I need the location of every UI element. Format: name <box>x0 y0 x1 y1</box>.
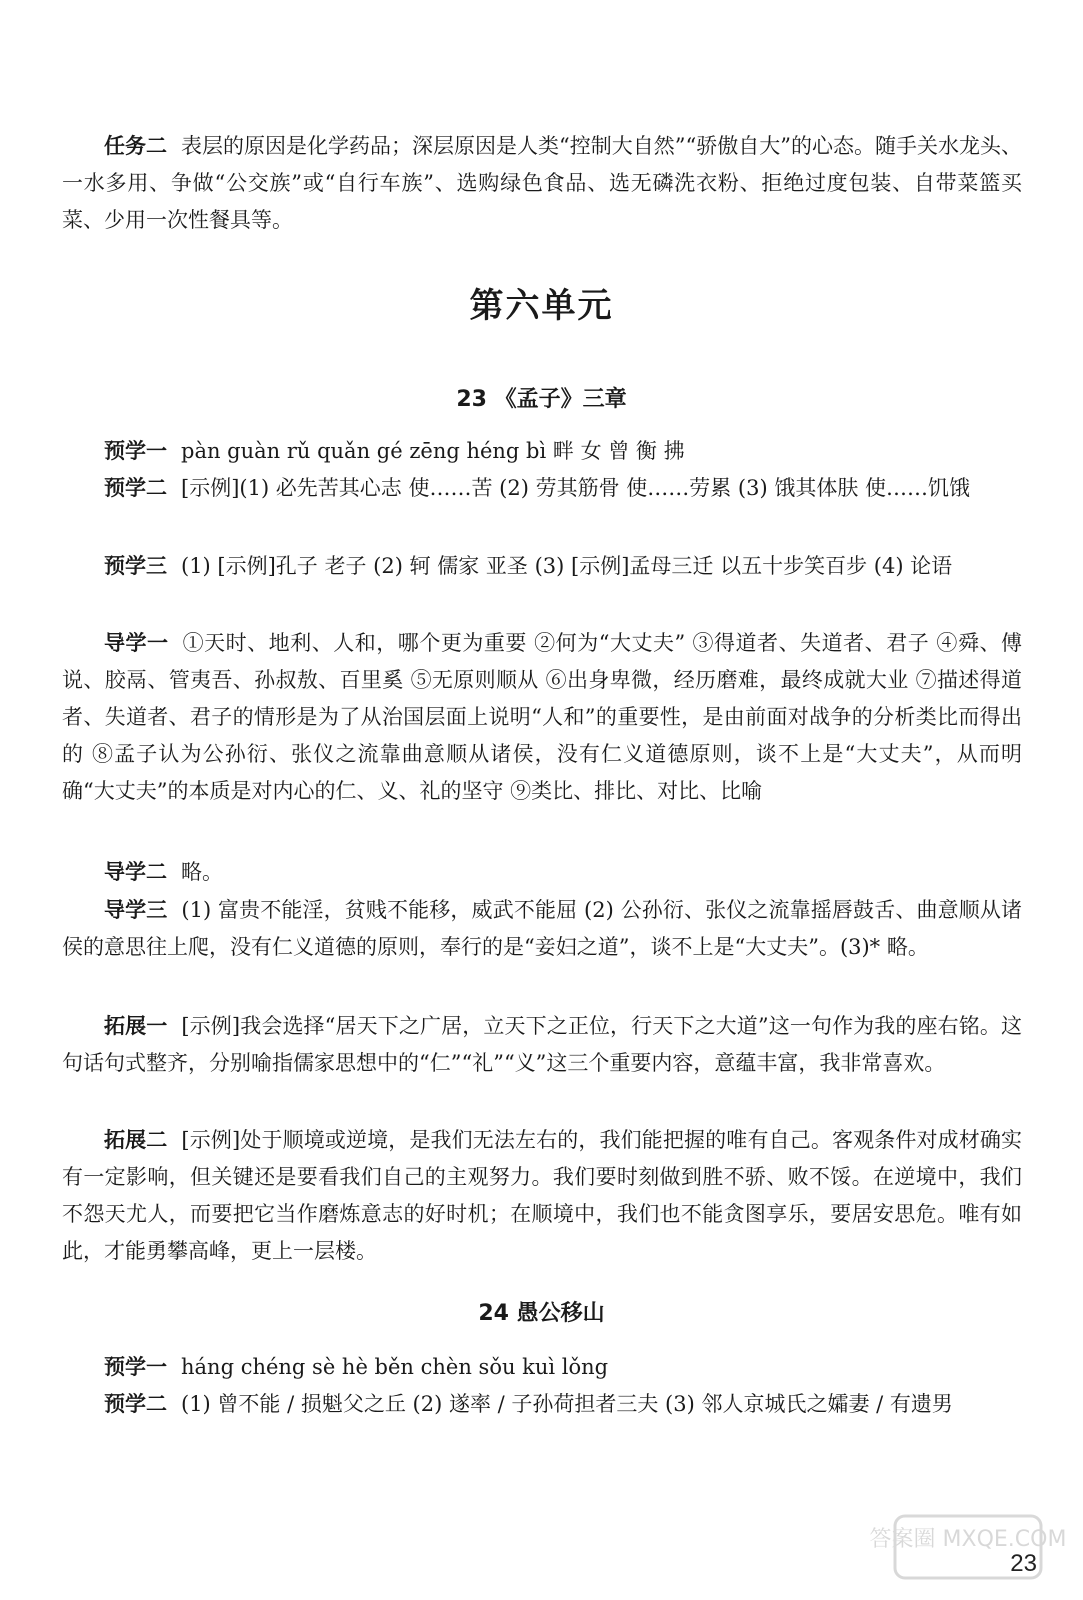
l23-yuxue1-text: pàn guàn rǔ quǎn gé zēng héng bì 畔 女 曾 衡 拂 <box>181 439 685 463</box>
l23-yuxue3 <box>62 548 1022 585</box>
l23-yuxue1-label: 预学一 <box>104 439 167 463</box>
l24-yuxue2 <box>62 1386 1022 1423</box>
task2-text: 表层的原因是化学药品；深层原因是人类“控制大自然”“骄傲自大”的心态。随手关水龙头、一水多用、争做“公交族”或“自行车族”、选购绿色食品、选无磷洗衣粉、拒绝过度包装、自带菜篮买菜、少用一次性餐具等。 <box>62 134 1022 232</box>
l23-yuxue1 <box>62 433 1022 470</box>
l23-tuozhan1-label: 拓展一 <box>104 1014 168 1038</box>
watermark-text: 答案圈 MXQE.COM <box>869 1527 1067 1552</box>
l23-tuozhan2-text: [示例]处于顺境或逆境，是我们无法左右的，我们能把握的唯有自己。客观条件对成材确实有一定影响，但关键还是要看我们自己的主观努力。我们要时刻做到胜不骄、败不馁。在逆境中，我们不怨天尤人，而要把它当作磨炼意志的好时机；在顺境中，我们也不能贪图享乐，要居安思危。唯有如此，才能勇攀高峰，更上一层楼。 <box>62 1128 1023 1263</box>
l23-daoxue3 <box>62 892 1022 966</box>
l23-tuozhan2-label: 拓展二 <box>104 1128 168 1152</box>
l23-daoxue1 <box>62 625 1022 810</box>
l23-daoxue2-label: 导学二 <box>104 860 167 884</box>
l24-yuxue2-label: 预学二 <box>104 1392 167 1416</box>
l23-daoxue1-label: 导学一 <box>104 631 169 655</box>
l24-yuxue1-label: 预学一 <box>104 1355 167 1379</box>
l23-yuxue2 <box>62 470 1022 507</box>
l23-tuozhan1-text: [示例]我会选择“居天下之广居，立天下之正位，行天下之大道”这一句作为我的座右铭。这句话句式整齐，分别喻指儒家思想中的“仁”“礼”“义”这三个重要内容，意蕴丰富，我非常喜欢。 <box>62 1014 1023 1075</box>
l23-yuxue2-label: 预学二 <box>104 476 167 500</box>
l23-daoxue2 <box>62 854 1022 891</box>
l23-daoxue1-text: ①天时、地利、人和，哪个更为重要 ②何为“大丈夫” ③得道者、失道者、君子 ④舜、傅说、胶鬲、管夷吾、孙叔敖、百里奚 ⑤无原则顺从 ⑥出身卑微，经历磨难，最终成就大业 ⑦描述得道者、失道者、君子的情形是为了从治国层面上说明“人和”的重要性，是由前面对战争的分析类比而得出的 ⑧孟子认为公孙衍、张仪之流靠曲意顺从诸侯，没有仁义道德原则，谈不上是“大丈夫”，从而明确“大丈夫”的本质是对内心的仁、义、礼的坚守 ⑨类比、排比、对比、比喻 <box>62 631 1023 803</box>
l23-yuxue3-label: 预学三 <box>104 554 167 578</box>
l23-yuxue2-text: [示例](1) 必先苦其心志 使……苦 (2) 劳其筋骨 使……劳累 (3) 饿其体肤 使……饥饿 <box>181 476 971 500</box>
l23-daoxue3-text: (1) 富贵不能淫，贫贱不能移，威武不能屈 (2) 公孙衍、张仪之流靠摇唇鼓舌、曲意顺从诸侯的意思往上爬，没有仁义道德的原则，奉行的是“妾妇之道”，谈不上是“大丈夫”。(3)* 略。 <box>62 898 1022 959</box>
l23-tuozhan2 <box>62 1122 1022 1270</box>
l23-daoxue3-label: 导学三 <box>104 898 168 922</box>
lesson23-title: 23 《孟子》三章 <box>456 387 627 412</box>
l23-yuxue3-text: (1) [示例]孔子 老子 (2) 轲 儒家 亚圣 (3) [示例]孟母三迁 以五十步笑百步 (4) 论语 <box>181 554 953 578</box>
l24-yuxue1 <box>62 1349 1022 1386</box>
lesson24-title: 24 愚公移山 <box>478 1301 605 1326</box>
task2-label: 任务二 <box>104 134 168 158</box>
l24-yuxue1-text: háng chéng sè hè běn chèn sǒu kuì lǒng <box>181 1355 609 1379</box>
l24-yuxue2-text: (1) 曾不能 / 损魁父之丘 (2) 遂率 / 子孙荷担者三夫 (3) 邻人京城氏之孀妻 / 有遗男 <box>181 1392 953 1416</box>
page-number: 23 <box>1010 1550 1037 1577</box>
l23-daoxue2-text: 略。 <box>181 860 223 884</box>
unit-title: 第六单元 <box>469 286 614 326</box>
l23-tuozhan1 <box>62 1008 1022 1082</box>
task2-paragraph <box>62 128 1022 239</box>
